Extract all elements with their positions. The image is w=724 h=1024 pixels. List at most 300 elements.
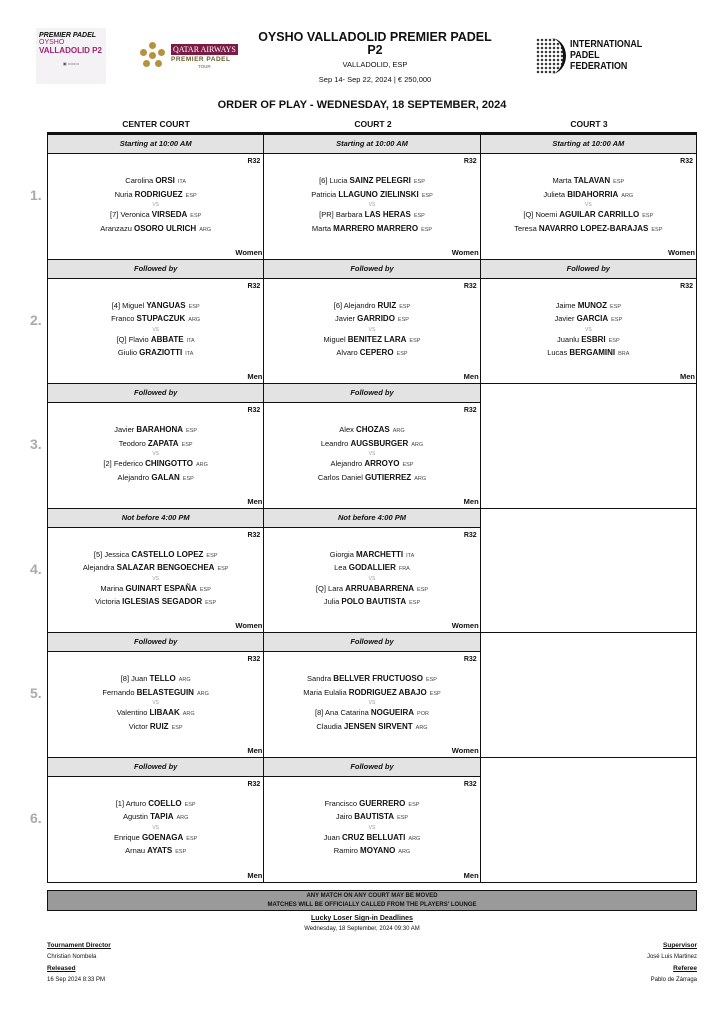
empty-cell bbox=[481, 633, 696, 757]
empty-cell bbox=[481, 758, 696, 883]
match-body bbox=[264, 528, 479, 633]
match-body bbox=[264, 403, 479, 508]
round-label: R32 bbox=[463, 282, 477, 290]
court-header: COURT 3 bbox=[570, 119, 608, 129]
player-country: ESP bbox=[396, 351, 408, 357]
player-country: ESP bbox=[421, 226, 433, 233]
players bbox=[264, 300, 479, 361]
player-country: ESP bbox=[397, 815, 409, 821]
match-body bbox=[264, 777, 479, 883]
category-label: Men bbox=[463, 496, 479, 506]
player-first-name: Leandro bbox=[320, 438, 349, 448]
player-first-name: Aranzazu bbox=[100, 223, 132, 233]
player-country: ARG bbox=[411, 441, 424, 448]
match-cell bbox=[48, 384, 264, 508]
schedule-row bbox=[48, 509, 696, 634]
player-first-name: Maria Eulalia bbox=[303, 687, 347, 697]
match-cell bbox=[48, 633, 264, 757]
player-first-name: Alex bbox=[339, 425, 354, 434]
category-label: Women bbox=[451, 247, 479, 257]
player-line bbox=[48, 424, 263, 438]
round-label: R32 bbox=[463, 407, 477, 414]
player-country: ESP bbox=[425, 677, 437, 683]
player-seed: [6] bbox=[319, 176, 328, 185]
players bbox=[48, 549, 263, 610]
row-number: 1. bbox=[30, 187, 42, 203]
notice-banner: ANY MATCH ON ANY COURT MAY BE MOVED MATCHES WILL BE OFFICIALLY CALLED FROM THE PLAYERS' LOUNGE bbox=[47, 890, 697, 911]
players bbox=[48, 798, 263, 859]
match-body bbox=[48, 279, 263, 384]
player-line bbox=[264, 832, 479, 846]
start-time: Starting at 10:00 AM bbox=[48, 135, 263, 154]
player-first-name: Lara bbox=[328, 583, 344, 593]
player-line bbox=[264, 347, 479, 361]
player-country: ESP bbox=[185, 192, 197, 199]
player-first-name: Ana Catarina bbox=[325, 708, 369, 717]
court-header: CENTER COURT bbox=[122, 119, 190, 129]
player-line bbox=[264, 334, 479, 348]
player-line bbox=[264, 596, 479, 610]
round-label: R32 bbox=[247, 407, 261, 414]
player-last-name: ARROYO bbox=[364, 459, 400, 468]
player-line bbox=[48, 707, 263, 721]
player-line bbox=[48, 300, 263, 314]
player-country: ESP bbox=[429, 690, 441, 697]
category-label: Women bbox=[235, 621, 263, 630]
player-line bbox=[264, 209, 479, 223]
player-first-name: Valentino bbox=[116, 708, 148, 717]
player-line bbox=[48, 798, 263, 812]
match-cell bbox=[481, 260, 696, 384]
player-country: ITA bbox=[406, 552, 415, 559]
player-line bbox=[264, 472, 479, 486]
player-country: ARG bbox=[398, 849, 411, 855]
player-country: ITA bbox=[185, 351, 194, 357]
vs-label: VS bbox=[368, 824, 376, 831]
player-line bbox=[48, 673, 263, 687]
player-line bbox=[48, 209, 263, 223]
empty-cell bbox=[481, 384, 696, 508]
player-last-name: NOGUEIRA bbox=[370, 708, 415, 717]
player-country: ESP bbox=[206, 552, 218, 559]
players bbox=[264, 424, 479, 485]
player-country: ITA bbox=[186, 337, 195, 344]
round-label: R32 bbox=[463, 656, 477, 663]
padel-ball-icon bbox=[536, 38, 566, 74]
player-last-name: MUNOZ bbox=[577, 300, 608, 310]
player-country: ARG bbox=[188, 317, 201, 323]
match-cell bbox=[48, 509, 264, 633]
player-last-name: SAINZ PELEGRI bbox=[349, 176, 411, 185]
vs-label: VS bbox=[152, 326, 159, 333]
player-first-name: Ramiro bbox=[333, 846, 358, 855]
player-country: ESP bbox=[190, 213, 202, 219]
player-last-name: GRAZIOTTI bbox=[139, 348, 183, 357]
players bbox=[48, 424, 263, 485]
player-line bbox=[481, 300, 696, 314]
player-last-name: GUERRERO bbox=[359, 798, 406, 808]
player-seed: [4] bbox=[111, 300, 121, 310]
player-line bbox=[264, 583, 479, 597]
player-first-name: Alejandro bbox=[343, 300, 376, 310]
player-last-name: RUIZ bbox=[149, 721, 169, 731]
player-first-name: Francisco bbox=[324, 798, 358, 808]
player-last-name: TALAVAN bbox=[573, 176, 611, 185]
footer-right: Supervisor José Luis Martinez Referee Pablo de Zárraga bbox=[646, 942, 697, 983]
row-number: 6. bbox=[30, 809, 42, 826]
player-line bbox=[264, 707, 479, 721]
player-last-name: CEPERO bbox=[359, 348, 394, 357]
match-cell bbox=[48, 260, 264, 384]
players bbox=[481, 300, 696, 361]
vs-label: VS bbox=[584, 326, 592, 333]
match-cell bbox=[264, 509, 480, 633]
player-line bbox=[48, 811, 263, 825]
flower-icon bbox=[140, 42, 166, 68]
player-country: ESP bbox=[171, 724, 183, 731]
vs-label: VS bbox=[584, 202, 592, 208]
player-line bbox=[48, 583, 263, 597]
player-country: POR bbox=[417, 711, 429, 717]
player-last-name: CRUZ BELLUATI bbox=[342, 832, 406, 842]
match-cell bbox=[264, 384, 480, 508]
round-label: R32 bbox=[680, 158, 693, 165]
empty-cell bbox=[481, 509, 696, 633]
player-last-name: ABBATE bbox=[150, 334, 184, 344]
player-line bbox=[48, 845, 263, 859]
player-country: BRA bbox=[618, 351, 630, 357]
player-country: ARG bbox=[196, 690, 209, 697]
match-cell bbox=[264, 260, 480, 384]
player-line bbox=[481, 209, 696, 223]
player-country: FRA bbox=[398, 566, 410, 572]
player-seed: [Q] bbox=[315, 583, 326, 593]
player-country: ESP bbox=[184, 801, 196, 808]
round-label: R32 bbox=[463, 158, 477, 165]
player-last-name: TELLO bbox=[149, 674, 176, 683]
match-body bbox=[48, 652, 263, 757]
player-line bbox=[264, 673, 479, 687]
player-first-name: Jairo bbox=[335, 812, 353, 821]
player-line bbox=[481, 223, 696, 237]
player-line bbox=[264, 811, 479, 825]
player-last-name: CASTELLO LOPEZ bbox=[131, 549, 204, 559]
players bbox=[264, 798, 479, 859]
match-cell bbox=[264, 135, 480, 259]
player-line bbox=[481, 334, 696, 348]
player-line bbox=[48, 549, 263, 563]
players bbox=[48, 300, 263, 361]
schedule-row bbox=[48, 758, 696, 883]
vs-label: VS bbox=[368, 202, 376, 208]
player-seed: [2] bbox=[103, 459, 112, 468]
player-country: ESP bbox=[408, 801, 420, 808]
player-line bbox=[264, 175, 479, 189]
player-first-name: Teodoro bbox=[118, 438, 146, 448]
players bbox=[264, 549, 479, 610]
match-cell bbox=[264, 633, 480, 757]
player-first-name: Fernando bbox=[102, 687, 135, 697]
round-label: R32 bbox=[247, 780, 261, 788]
footer-left: Tournament Director Christian Nombela Released 16 Sep 2024 8:33 PM bbox=[47, 942, 111, 983]
schedule-row bbox=[48, 135, 696, 260]
player-first-name: Jessica bbox=[104, 549, 130, 559]
player-country: ESP bbox=[217, 566, 229, 572]
vs-label: VS bbox=[368, 575, 376, 582]
player-first-name: Patricia bbox=[311, 189, 337, 199]
player-last-name: RUIZ bbox=[377, 300, 397, 310]
player-last-name: LLAGUNO ZIELINSKI bbox=[338, 189, 419, 199]
player-last-name: GODALLIER bbox=[348, 563, 396, 572]
start-time: Followed by bbox=[264, 758, 479, 777]
player-line bbox=[48, 347, 263, 361]
player-country: ESP bbox=[205, 600, 217, 606]
player-last-name: STUPACZUK bbox=[136, 314, 186, 323]
player-country: ESP bbox=[186, 835, 198, 842]
player-first-name: Marina bbox=[100, 583, 124, 593]
player-first-name: Lucia bbox=[329, 176, 348, 185]
player-country: ESP bbox=[651, 226, 663, 233]
match-cell bbox=[48, 135, 264, 259]
category-label: Women bbox=[668, 247, 695, 257]
player-line bbox=[264, 687, 479, 701]
player-first-name: Carlos Daniel bbox=[317, 472, 363, 482]
vs-label: VS bbox=[368, 451, 376, 457]
player-first-name: Javier bbox=[114, 425, 135, 434]
player-seed: [6] bbox=[333, 300, 343, 310]
vs-label: VS bbox=[152, 202, 159, 208]
lucky-loser-deadline: Lucky Loser Sign-in Deadlines Wednesday, 18 September, 2024 09:30 AM bbox=[304, 915, 420, 932]
category-label: Men bbox=[247, 496, 263, 506]
player-country: ARG bbox=[176, 815, 189, 821]
match-body bbox=[264, 279, 479, 384]
players bbox=[264, 673, 479, 734]
start-time: Starting at 10:00 AM bbox=[481, 135, 696, 154]
player-first-name: Teresa bbox=[514, 223, 537, 233]
player-first-name: Lucas bbox=[547, 348, 568, 357]
row-number: 2. bbox=[30, 311, 42, 328]
player-last-name: GOENAGA bbox=[141, 832, 184, 842]
player-line bbox=[264, 313, 479, 327]
player-last-name: CHINGOTTO bbox=[145, 459, 193, 468]
start-time: Followed by bbox=[48, 633, 263, 652]
player-country: ESP bbox=[188, 303, 200, 310]
player-line bbox=[48, 687, 263, 701]
player-country: ESP bbox=[409, 337, 421, 344]
player-first-name: Alvaro bbox=[336, 348, 358, 357]
start-time: Followed by bbox=[481, 260, 696, 279]
player-line bbox=[48, 313, 263, 327]
player-line bbox=[481, 313, 696, 327]
start-time: Starting at 10:00 AM bbox=[264, 135, 479, 154]
player-seed: [PR] bbox=[319, 210, 334, 219]
player-country: ARG bbox=[182, 711, 195, 717]
player-country: ESP bbox=[413, 213, 425, 219]
player-line bbox=[481, 189, 696, 203]
player-country: ARG bbox=[414, 475, 427, 482]
player-line bbox=[481, 175, 696, 189]
round-label: R32 bbox=[463, 780, 477, 788]
vs-label: VS bbox=[152, 451, 159, 457]
round-label: R32 bbox=[247, 158, 261, 165]
player-line bbox=[481, 347, 696, 361]
player-country: ESP bbox=[399, 303, 411, 310]
schedule-grid bbox=[47, 132, 697, 883]
player-first-name: Julieta bbox=[543, 189, 566, 199]
player-first-name: Federico bbox=[113, 459, 144, 468]
player-line bbox=[264, 845, 479, 859]
player-country: ESP bbox=[181, 441, 193, 448]
player-last-name: RODRIGUEZ ABAJO bbox=[348, 687, 427, 697]
player-country: ESP bbox=[186, 428, 198, 434]
round-label: R32 bbox=[463, 531, 477, 539]
event-logo: PREMIER PADEL OYSHO VALLADOLID P2 ▣ ▭▭▭ bbox=[36, 28, 106, 84]
player-last-name: IGLESIAS SEGADOR bbox=[122, 597, 203, 606]
players bbox=[481, 175, 696, 236]
player-line bbox=[48, 223, 263, 237]
player-last-name: BERGAMINI bbox=[569, 348, 616, 357]
player-country: ESP bbox=[417, 586, 429, 593]
player-country: ESP bbox=[402, 462, 414, 468]
player-line bbox=[48, 832, 263, 846]
player-last-name: ZAPATA bbox=[147, 438, 179, 448]
player-country: ARG bbox=[199, 226, 212, 233]
player-country: ESP bbox=[421, 192, 433, 199]
player-last-name: ARRUABARRENA bbox=[345, 583, 415, 593]
schedule-row bbox=[48, 260, 696, 385]
player-last-name: TAPIA bbox=[150, 812, 174, 821]
players bbox=[48, 673, 263, 734]
player-first-name: Alejandro bbox=[330, 459, 363, 468]
player-first-name: Franco bbox=[111, 314, 135, 323]
player-line bbox=[48, 175, 263, 189]
player-country: ARG bbox=[195, 462, 208, 468]
row-number: 3. bbox=[30, 436, 42, 452]
player-last-name: SALAZAR BENGOECHEA bbox=[116, 563, 215, 572]
player-seed: [8] bbox=[120, 674, 130, 683]
player-last-name: MOYANO bbox=[360, 846, 396, 855]
start-time: Followed by bbox=[264, 384, 479, 403]
player-country: ARG bbox=[415, 724, 428, 731]
player-line bbox=[264, 721, 479, 735]
match-body bbox=[264, 154, 479, 259]
vs-label: VS bbox=[368, 326, 376, 333]
start-time: Followed by bbox=[264, 260, 479, 279]
player-line bbox=[48, 472, 263, 486]
match-body bbox=[48, 777, 263, 883]
vs-label: VS bbox=[152, 824, 159, 831]
player-first-name: Miguel bbox=[323, 334, 346, 344]
player-country: ESP bbox=[613, 179, 625, 185]
player-first-name: Giulio bbox=[117, 348, 138, 357]
round-label: R32 bbox=[247, 656, 261, 663]
player-country: ARG bbox=[621, 192, 634, 199]
start-time: Followed by bbox=[48, 384, 263, 403]
player-first-name: Marta bbox=[552, 176, 572, 185]
category-label: Men bbox=[247, 871, 263, 880]
player-last-name: AYATS bbox=[147, 846, 173, 855]
player-line bbox=[48, 596, 263, 610]
player-seed: [5] bbox=[93, 549, 103, 559]
player-country: ESP bbox=[409, 600, 421, 606]
round-label: R32 bbox=[680, 282, 693, 290]
player-last-name: JENSEN SIRVENT bbox=[343, 721, 413, 731]
player-first-name: Jaime bbox=[555, 300, 576, 310]
vs-label: VS bbox=[368, 700, 376, 706]
player-last-name: CHOZAS bbox=[355, 425, 390, 434]
start-time: Followed by bbox=[48, 758, 263, 777]
start-time: Not before 4:00 PM bbox=[264, 509, 479, 528]
player-last-name: BELASTEGUIN bbox=[136, 687, 194, 697]
player-last-name: BENITEZ LARA bbox=[347, 334, 407, 344]
player-first-name: Flavio bbox=[128, 334, 149, 344]
schedule-row bbox=[48, 384, 696, 509]
player-last-name: OSORO ULRICH bbox=[133, 223, 197, 233]
player-last-name: ESBRI bbox=[581, 334, 606, 344]
player-last-name: MARRERO MARRERO bbox=[333, 223, 419, 233]
player-country: ARG bbox=[392, 428, 405, 434]
player-country: ARG bbox=[178, 677, 191, 683]
match-cell bbox=[48, 758, 264, 883]
vs-label: VS bbox=[152, 700, 159, 706]
match-body bbox=[264, 652, 479, 757]
match-cell bbox=[481, 135, 696, 259]
player-first-name: Javier bbox=[554, 314, 575, 323]
court-header: COURT 2 bbox=[354, 119, 392, 129]
player-last-name: AGUILAR CARRILLO bbox=[559, 210, 640, 219]
player-first-name: Claudia bbox=[316, 721, 342, 731]
match-body bbox=[48, 528, 263, 633]
player-country: ESP bbox=[611, 317, 623, 323]
player-last-name: LAS HERAS bbox=[364, 210, 411, 219]
player-first-name: Agustin bbox=[122, 812, 148, 821]
order-of-play-title: ORDER OF PLAY - WEDNESDAY, 18 SEPTEMBER, 2024 bbox=[217, 99, 507, 111]
player-first-name: Enrique bbox=[114, 832, 140, 842]
tour-logo: QATAR AIRWAYS PREMIER PADEL TOUR bbox=[140, 42, 240, 72]
round-label: R32 bbox=[247, 282, 261, 290]
player-first-name: Alejandro bbox=[117, 472, 150, 482]
player-first-name: Arturo bbox=[125, 798, 147, 808]
category-label: Men bbox=[463, 871, 479, 880]
player-country: ESP bbox=[182, 475, 194, 482]
player-line bbox=[264, 438, 479, 452]
player-country: ITA bbox=[177, 179, 187, 185]
player-first-name: Alejandra bbox=[82, 563, 115, 572]
category-label: Men bbox=[463, 372, 479, 381]
player-line bbox=[48, 189, 263, 203]
player-last-name: AUGSBURGER bbox=[350, 438, 409, 448]
schedule-row bbox=[48, 633, 696, 758]
match-body bbox=[481, 154, 696, 259]
player-seed: [Q] bbox=[116, 334, 127, 344]
player-country: ESP bbox=[175, 849, 187, 855]
round-label: R32 bbox=[247, 531, 261, 539]
player-country: ESP bbox=[610, 303, 622, 310]
player-line bbox=[264, 458, 479, 472]
player-last-name: COELLO bbox=[148, 798, 182, 808]
player-country: ESP bbox=[199, 586, 211, 593]
player-first-name: Carolina bbox=[125, 176, 154, 185]
player-first-name: Julia bbox=[323, 597, 340, 606]
player-last-name: GUTIERREZ bbox=[364, 472, 412, 482]
player-last-name: MARCHETTI bbox=[356, 549, 404, 559]
player-country: ESP bbox=[397, 317, 409, 323]
player-last-name: RODRIGUEZ bbox=[134, 189, 183, 199]
player-first-name: Sandra bbox=[307, 674, 332, 683]
player-last-name: GARRIDO bbox=[357, 314, 395, 323]
category-label: Women bbox=[235, 247, 263, 257]
player-last-name: BAUTISTA bbox=[354, 812, 395, 821]
